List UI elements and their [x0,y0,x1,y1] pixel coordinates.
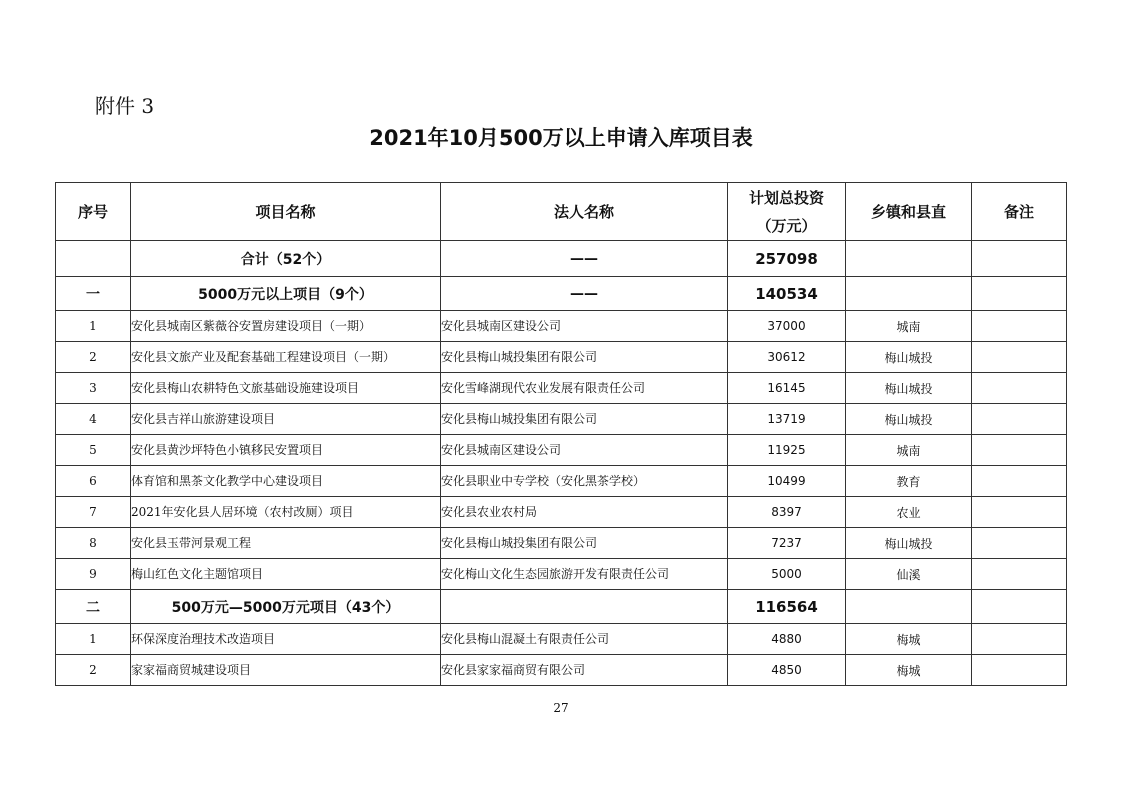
row-legal-entity: 安化县农业农村局 [441,497,728,528]
row-town: 梅山城投 [846,373,972,404]
row-remarks [972,497,1067,528]
header-town: 乡镇和县直 [846,183,972,241]
row-seq: 1 [56,311,131,342]
group1-investment: 140534 [728,277,846,311]
total-seq [56,241,131,277]
group-row-2 [56,590,1067,624]
total-investment: 257098 [728,241,846,277]
row-legal-entity: 安化县梅山混凝土有限责任公司 [441,624,728,655]
project-table [55,182,1067,686]
row-remarks [972,624,1067,655]
row-seq: 2 [56,342,131,373]
row-remarks [972,559,1067,590]
header-legal-entity: 法人名称 [441,183,728,241]
table-row [56,404,1067,435]
row-town: 农业 [846,497,972,528]
row-town: 梅山城投 [846,528,972,559]
row-project-name: 安化县玉带河景观工程 [131,528,441,559]
total-remarks [972,241,1067,277]
group1-remarks [972,277,1067,311]
group1-entity: —— [441,277,728,311]
group2-investment: 116564 [728,590,846,624]
row-investment: 10499 [728,466,846,497]
group1-seq: 一 [56,277,131,311]
table-row [56,559,1067,590]
group2-seq: 二 [56,590,131,624]
table-header-row [56,183,1067,241]
row-town: 梅山城投 [846,404,972,435]
table-row [56,373,1067,404]
row-seq: 8 [56,528,131,559]
table-row [56,342,1067,373]
row-project-name: 安化县文旅产业及配套基础工程建设项目（一期） [131,342,441,373]
total-label: 合计（52个） [131,241,441,277]
row-project-name: 梅山红色文化主题馆项目 [131,559,441,590]
total-entity: —— [441,241,728,277]
header-investment-line2: （万元） [756,216,817,235]
row-legal-entity: 安化县梅山城投集团有限公司 [441,528,728,559]
row-seq: 3 [56,373,131,404]
row-town: 仙溪 [846,559,972,590]
group2-town [846,590,972,624]
row-legal-entity: 安化县城南区建设公司 [441,311,728,342]
attachment-label: 附件 3 [95,94,155,118]
row-remarks [972,435,1067,466]
row-project-name: 环保深度治理技术改造项目 [131,624,441,655]
row-seq: 9 [56,559,131,590]
row-seq: 1 [56,624,131,655]
group-row-1 [56,277,1067,311]
row-seq: 4 [56,404,131,435]
row-legal-entity: 安化县梅山城投集团有限公司 [441,404,728,435]
row-legal-entity: 安化县职业中专学校（安化黑茶学校） [441,466,728,497]
table-row [56,655,1067,686]
row-investment: 11925 [728,435,846,466]
row-town: 教育 [846,466,972,497]
row-town: 城南 [846,311,972,342]
page-number: 27 [553,701,569,715]
table-row [56,528,1067,559]
row-project-name: 安化县梅山农耕特色文旅基础设施建设项目 [131,373,441,404]
row-project-name: 安化县城南区紫薇谷安置房建设项目（一期） [131,311,441,342]
row-project-name: 家家福商贸城建设项目 [131,655,441,686]
group2-entity [441,590,728,624]
row-investment: 16145 [728,373,846,404]
group2-remarks [972,590,1067,624]
table-row [56,624,1067,655]
row-seq: 2 [56,655,131,686]
row-seq: 5 [56,435,131,466]
header-project-name: 项目名称 [131,183,441,241]
row-project-name: 体育馆和黑茶文化教学中心建设项目 [131,466,441,497]
row-investment: 30612 [728,342,846,373]
row-town: 城南 [846,435,972,466]
row-legal-entity: 安化县家家福商贸有限公司 [441,655,728,686]
table-row [56,466,1067,497]
row-town: 梅山城投 [846,342,972,373]
row-investment: 7237 [728,528,846,559]
group2-label: 500万元—5000万元项目（43个） [131,590,441,624]
row-investment: 5000 [728,559,846,590]
row-legal-entity: 安化县梅山城投集团有限公司 [441,342,728,373]
row-town: 梅城 [846,655,972,686]
group1-town [846,277,972,311]
row-investment: 8397 [728,497,846,528]
table-row [56,435,1067,466]
row-project-name: 安化县黄沙坪特色小镇移民安置项目 [131,435,441,466]
row-remarks [972,655,1067,686]
row-town: 梅城 [846,624,972,655]
row-seq: 6 [56,466,131,497]
row-legal-entity: 安化雪峰湖现代农业发展有限责任公司 [441,373,728,404]
total-row [56,241,1067,277]
row-project-name: 2021年安化县人居环境（农村改厕）项目 [131,497,441,528]
header-investment-line1: 计划总投资 [748,188,824,207]
row-investment: 4850 [728,655,846,686]
group1-label: 5000万元以上项目（9个） [131,277,441,311]
table-row [56,311,1067,342]
row-investment: 37000 [728,311,846,342]
row-legal-entity: 安化梅山文化生态园旅游开发有限责任公司 [441,559,728,590]
row-remarks [972,528,1067,559]
total-town [846,241,972,277]
row-remarks [972,311,1067,342]
header-investment [728,183,846,241]
row-remarks [972,373,1067,404]
row-seq: 7 [56,497,131,528]
header-remarks: 备注 [972,183,1067,241]
row-investment: 13719 [728,404,846,435]
row-investment: 4880 [728,624,846,655]
row-remarks [972,466,1067,497]
row-legal-entity: 安化县城南区建设公司 [441,435,728,466]
table-row [56,497,1067,528]
row-remarks [972,342,1067,373]
row-project-name: 安化县吉祥山旅游建设项目 [131,404,441,435]
page-title: 2021年10月500万以上申请入库项目表 [369,126,753,150]
header-seq: 序号 [56,183,131,241]
row-remarks [972,404,1067,435]
